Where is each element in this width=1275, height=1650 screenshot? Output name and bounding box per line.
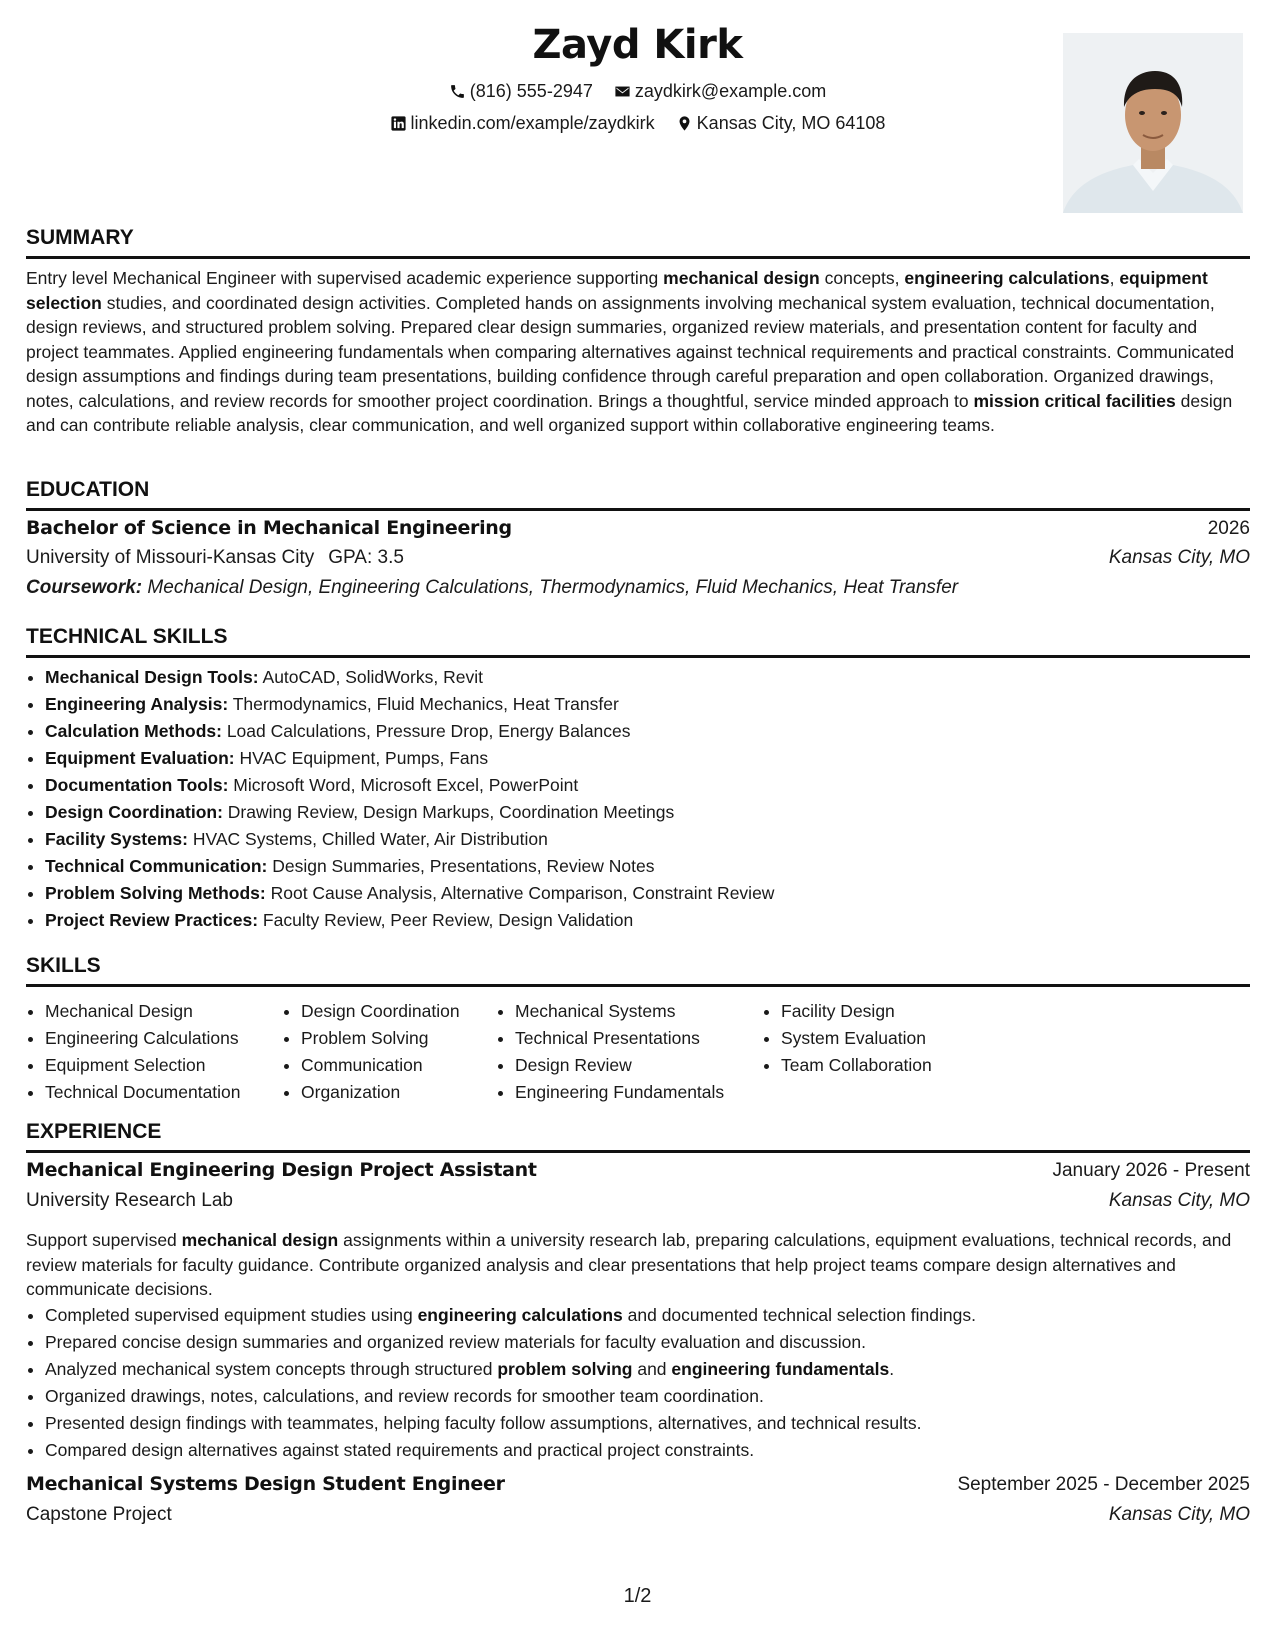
list-item: • System Evaluation	[781, 1025, 932, 1052]
job-2-org-row	[26, 1504, 1250, 1532]
list-item: • Analyzed mechanical system concepts through structured problem solving and engineering fundamentals.	[45, 1356, 976, 1383]
list-item: • Technical Presentations	[515, 1025, 724, 1052]
list-item: • Organization	[301, 1079, 460, 1106]
experience-heading: EXPERIENCE	[26, 1120, 1250, 1153]
school-location: Kansas City, MO	[1108, 547, 1250, 568]
list-item: • Prepared concise design summaries and organized review materials for faculty evaluation and discussion.	[45, 1329, 976, 1356]
list-item: • Technical Documentation	[45, 1079, 241, 1106]
job-organization: Capstone Project	[26, 1504, 172, 1525]
list-item: • Technical Communication: Design Summaries, Presentations, Review Notes	[45, 853, 774, 880]
list-item: • Mechanical Design Tools: AutoCAD, SolidWorks, Revit	[45, 664, 774, 691]
list-item: • Communication	[301, 1052, 460, 1079]
graduation-year: 2026	[1207, 518, 1250, 539]
skills-column-2	[282, 998, 460, 1106]
phone-contact[interactable]	[449, 81, 593, 102]
list-item: • Equipment Selection	[45, 1052, 241, 1079]
list-item: • Mechanical Systems	[515, 998, 724, 1025]
coursework-row	[26, 577, 1250, 605]
job-location: Kansas City, MO	[1108, 1504, 1250, 1525]
degree-name: Bachelor of Science in Mechanical Engineering	[26, 517, 512, 539]
job-organization: University Research Lab	[26, 1190, 233, 1211]
job-dates: September 2025 - December 2025	[957, 1474, 1250, 1495]
skills-column-4	[762, 998, 932, 1079]
phone-icon	[449, 83, 466, 100]
list-item: • Compared design alternatives against stated requirements and practical project constraints.	[45, 1437, 976, 1464]
email-contact[interactable]	[614, 81, 826, 102]
technical-skills-heading: TECHNICAL SKILLS	[26, 625, 1250, 658]
education-school-row	[26, 547, 1250, 575]
job-title: Mechanical Systems Design Student Engineer	[26, 1473, 505, 1495]
list-item: • Design Review	[515, 1052, 724, 1079]
job-location: Kansas City, MO	[1108, 1190, 1250, 1211]
job-title: Mechanical Engineering Design Project Assistant	[26, 1159, 537, 1181]
list-item: • Project Review Practices: Faculty Review, Peer Review, Design Validation	[45, 907, 774, 934]
gpa: GPA: 3.5	[328, 547, 404, 568]
list-item: • Facility Design	[781, 998, 932, 1025]
job-1-title-row	[26, 1159, 1250, 1187]
skills-heading: SKILLS	[26, 954, 1250, 987]
job-1-org-row	[26, 1190, 1250, 1218]
list-item: • Equipment Evaluation: HVAC Equipment, Pumps, Fans	[45, 745, 774, 772]
linkedin-text: linkedin.com/example/zaydkirk	[410, 113, 655, 133]
school-name: University of Missouri-Kansas City	[26, 547, 315, 568]
location-text: Kansas City, MO 64108	[696, 113, 886, 133]
coursework-label: Coursework:	[26, 577, 143, 598]
list-item: • Problem Solving	[301, 1025, 460, 1052]
list-item: • Design Coordination: Drawing Review, Design Markups, Coordination Meetings	[45, 799, 774, 826]
linkedin-contact[interactable]	[390, 113, 655, 134]
job-2-title-row	[26, 1473, 1250, 1501]
list-item: • Presented design findings with teammates, helping faculty follow assumptions, alternatives, and technical results.	[45, 1410, 976, 1437]
list-item: • Team Collaboration	[781, 1052, 932, 1079]
education-degree-row	[26, 517, 1250, 545]
skills-column-1	[26, 998, 241, 1106]
list-item: • Engineering Calculations	[45, 1025, 241, 1052]
list-item: • Facility Systems: HVAC Systems, Chilled Water, Air Distribution	[45, 826, 774, 853]
technical-skills-list	[26, 664, 774, 934]
job-1-bullets	[26, 1302, 976, 1464]
envelope-icon	[614, 83, 631, 100]
list-item: • Organized drawings, notes, calculations, and review records for smoother team coordination.	[45, 1383, 976, 1410]
candidate-name: Zayd Kirk	[532, 22, 743, 68]
list-item: • Documentation Tools: Microsoft Word, Microsoft Excel, PowerPoint	[45, 772, 774, 799]
list-item: • Design Coordination	[301, 998, 460, 1025]
list-item: • Mechanical Design	[45, 998, 241, 1025]
education-heading: EDUCATION	[26, 478, 1250, 511]
summary-paragraph: Entry level Mechanical Engineer with supervised academic experience supporting mechanical design concepts, engineering calculations, equipment selection studies, and coordinated design activities. Completed hands on assignments involving mechanical system evaluation, technical documentation, design reviews, and structured problem solving. Prepared clear design summaries, organized review materials, and presentation content for faculty and project teammates. Applied engineering fundamentals when comparing alternatives against technical requirements and practical constraints. Communicated design assumptions and findings during team presentations, building confidence through careful preparation and open collaboration. Organized drawings, notes, calculations, and review records for smoother project coordination. Brings a thoughtful, service minded approach to mission critical facilities design and can contribute reliable analysis, clear communication, and well organized support within collaborative engineering teams.	[26, 268, 1235, 435]
list-item: • Completed supervised equipment studies using engineering calculations and documented technical selection findings.	[45, 1302, 976, 1329]
list-item: • Calculation Methods: Load Calculations, Pressure Drop, Energy Balances	[45, 718, 774, 745]
email-text: zaydkirk@example.com	[634, 81, 827, 101]
skills-column-3	[496, 998, 724, 1106]
location-contact	[676, 113, 886, 134]
job-dates: January 2026 - Present	[1052, 1160, 1250, 1181]
phone-text: (816) 555-2947	[469, 81, 593, 101]
job-1-summary: Support supervised mechanical design assignments within a university research lab, preparing calculations, equipment evaluations, technical records, and review materials for faculty guidance. Contribute organized analysis and clear presentations that help project teams compare design alternatives and communicate decisions.	[26, 1230, 1232, 1299]
page-number: 1/2	[623, 1585, 652, 1607]
summary-heading: SUMMARY	[26, 226, 1250, 259]
list-item: • Engineering Fundamentals	[515, 1079, 724, 1106]
map-pin-icon	[676, 115, 693, 132]
profile-photo	[1063, 33, 1243, 213]
coursework-list: Mechanical Design, Engineering Calculations, Thermodynamics, Fluid Mechanics, Heat Transfer	[147, 577, 959, 598]
list-item: • Engineering Analysis: Thermodynamics, Fluid Mechanics, Heat Transfer	[45, 691, 774, 718]
linkedin-icon	[390, 115, 407, 132]
list-item: • Problem Solving Methods: Root Cause Analysis, Alternative Comparison, Constraint Review	[45, 880, 774, 907]
